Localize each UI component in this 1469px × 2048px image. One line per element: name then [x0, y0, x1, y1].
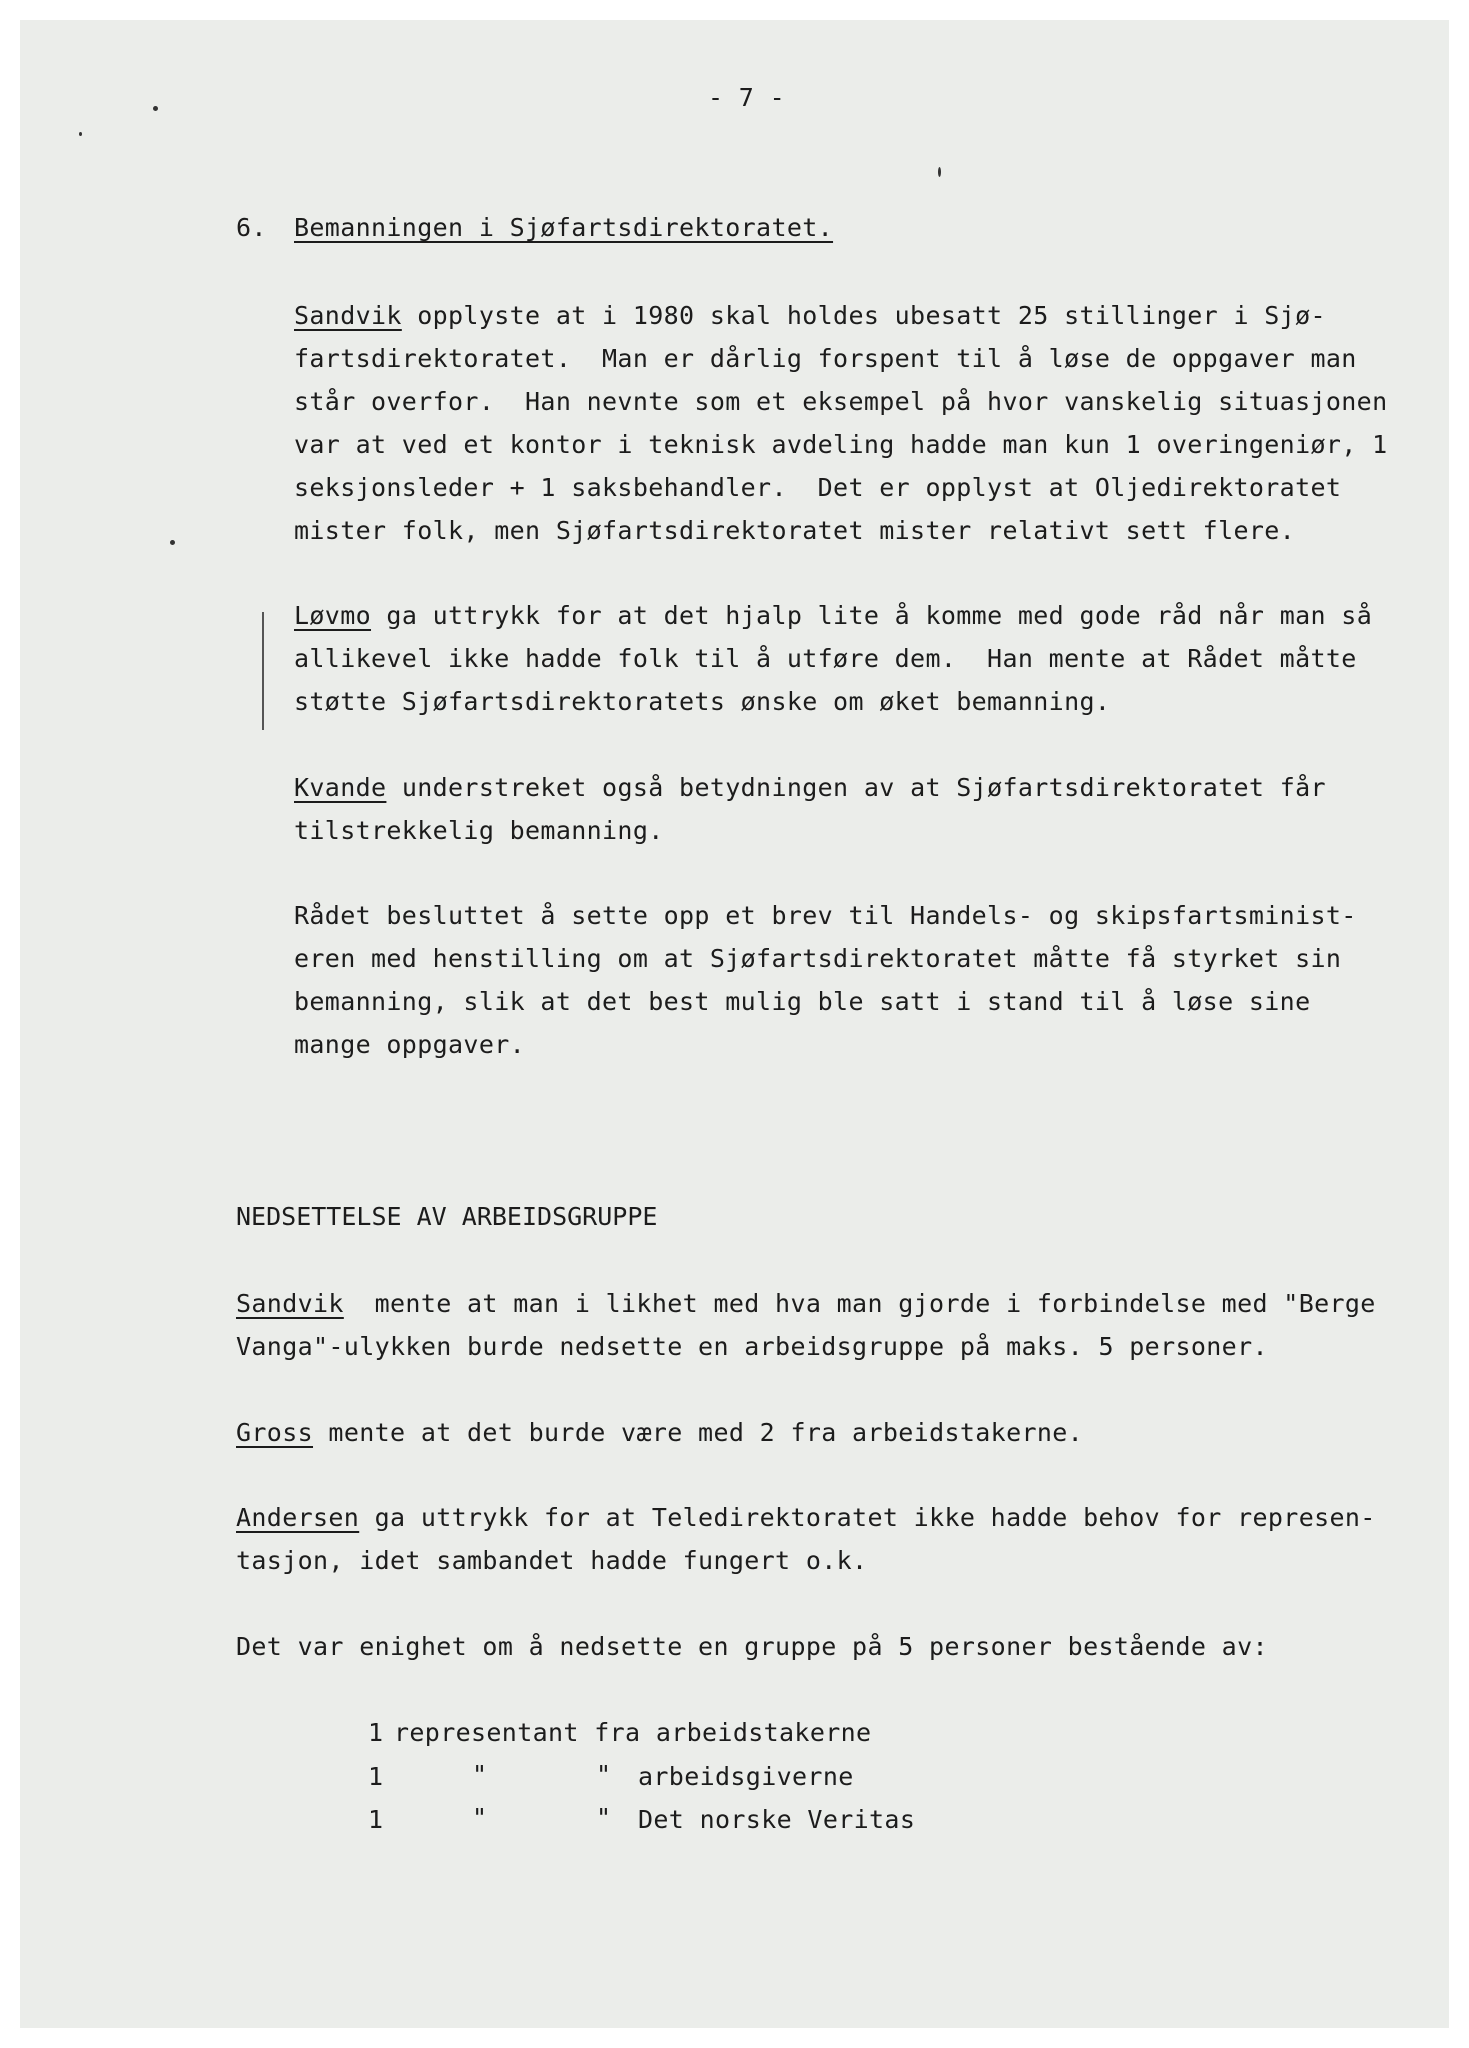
scan-speck [79, 132, 82, 136]
text-line: Det var enighet om å nedsette en gruppe på 5 personer bestående av: [236, 1632, 1268, 1661]
scan-speck [938, 167, 941, 177]
section-title: Bemanningen i Sjøfartsdirektoratet. [294, 213, 834, 242]
list-count: 1 [368, 1718, 384, 1747]
paragraph-gross [236, 1411, 1083, 1454]
scan-speck [170, 540, 175, 545]
speaker-name: Sandvik [236, 1289, 344, 1318]
text-line: mente at det burde være med 2 fra arbeidstakerne. [313, 1418, 1084, 1447]
speaker-name: Andersen [236, 1503, 360, 1532]
text-line: Rådet besluttet å sette opp et brev til Handels- og skipsfartsminist- [294, 901, 1357, 930]
text-line: støtte Sjøfartsdirektoratets ønske om øket bemanning. [294, 687, 1111, 716]
scan-speck [153, 106, 158, 111]
list-ditto: " [596, 1760, 612, 1789]
text-line: eren med henstilling om at Sjøfartsdirektoratet måtte få styrket sin [294, 944, 1342, 973]
text-line: mente at man i likhet med hva man gjorde i forbindelse med "Berge [343, 1289, 1376, 1318]
text-line: fartsdirektoratet. Man er dårlig forspent til å løse de oppgaver man [294, 344, 1357, 373]
speaker-name: Sandvik [294, 301, 402, 330]
text-line: allikevel ikke hadde folk til å utføre dem. Han mente at Rådet måtte [294, 644, 1357, 673]
text-line: seksjonsleder + 1 saksbehandler. Det er opplyst at Oljedirektoratet [294, 473, 1342, 502]
paragraph-radet [294, 894, 1357, 1066]
text-line: Vanga"-ulykken burde nedsette en arbeidsgruppe på maks. 5 personer. [236, 1332, 1268, 1361]
speaker-name: Gross [236, 1418, 314, 1447]
list-text: representant fra arbeidstakerne [394, 1718, 872, 1747]
paragraph-enighet [236, 1625, 1268, 1668]
paragraph-sandvik-1 [294, 294, 1388, 552]
list-ditto: " [472, 1760, 488, 1789]
paragraph-kvande [294, 766, 1326, 852]
text-line: tilstrekkelig bemanning. [294, 816, 664, 845]
revision-margin-bar [262, 612, 264, 730]
text-line: ga uttrykk for at Teledirektoratet ikke hadde behov for represen- [359, 1503, 1376, 1532]
text-line: tasjon, idet sambandet hadde fungert o.k. [236, 1546, 868, 1575]
section-number: 6. [236, 213, 267, 242]
speaker-name: Løvmo [294, 601, 372, 630]
text-line: ga uttrykk for at det hjalp lite å komme med gode råd når man så [371, 601, 1373, 630]
list-text: arbeidsgiverne [638, 1762, 854, 1791]
list-ditto: " [596, 1803, 612, 1832]
list-count: 1 [368, 1762, 384, 1791]
section-heading: NEDSETTELSE AV ARBEIDSGRUPPE [236, 1202, 658, 1231]
paragraph-lovmo [294, 594, 1372, 723]
text-line: mister folk, men Sjøfartsdirektoratet mister relativt sett flere. [294, 516, 1296, 545]
page-number: - 7 - [708, 83, 786, 112]
paragraph-sandvik-2 [236, 1282, 1376, 1368]
list-count: 1 [368, 1805, 384, 1834]
list-text: Det norske Veritas [638, 1805, 916, 1834]
paragraph-andersen [236, 1496, 1376, 1582]
text-line: bemanning, slik at det best mulig ble satt i stand til å løse sine [294, 987, 1311, 1016]
list-ditto: " [472, 1803, 488, 1832]
text-line: står overfor. Han nevnte som et eksempel på hvor vanskelig situasjonen [294, 387, 1388, 416]
text-line: opplyste at i 1980 skal holdes ubesatt 25 stillinger i Sjø- [401, 301, 1326, 330]
text-line: understreket også betydningen av at Sjøfartsdirektoratet får [386, 773, 1326, 802]
text-line: mange oppgaver. [294, 1030, 526, 1059]
speaker-name: Kvande [294, 773, 387, 802]
text-line: var at ved et kontor i teknisk avdeling hadde man kun 1 overingeniør, 1 [294, 430, 1388, 459]
